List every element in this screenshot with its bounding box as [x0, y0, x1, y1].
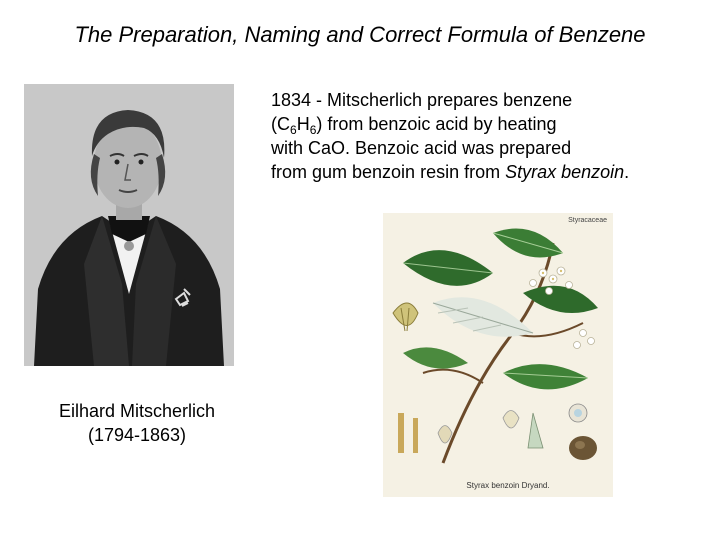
formula-open: (C [271, 114, 290, 134]
formula-hydrogen: H [296, 114, 310, 134]
portrait-name: Eilhard Mitscherlich [58, 401, 216, 421]
species-name: Styrax benzoin [505, 162, 625, 182]
slide-title: The Preparation, Naming and Correct Formula of Benzene [74, 22, 646, 47]
text-line-4-prefix: from gum benzoin resin from [271, 162, 506, 182]
text-line-2 [271, 112, 711, 136]
portrait-dates: (1794-1863) [87, 425, 187, 445]
plant-family-label: Styracaceae [568, 217, 607, 224]
history-text [271, 88, 711, 184]
text-line-3: with CaO. Benzoic acid was prepared [271, 138, 572, 158]
text-line-4 [271, 160, 711, 184]
text-line-1: 1834 - Mitscherlich prepares benzene [271, 90, 573, 110]
styrax-illustration [383, 213, 613, 497]
text-line-4-suffix: . [624, 162, 630, 182]
text-line-2-rest: ) from benzoic acid by heating [316, 114, 557, 134]
carbon-subscript: 6 [290, 123, 297, 137]
hydrogen-subscript: 6 [309, 123, 317, 137]
portrait-image [24, 84, 234, 366]
plant-species-label: Styrax benzoin Dryand. [466, 481, 550, 490]
portrait-caption [24, 399, 250, 447]
